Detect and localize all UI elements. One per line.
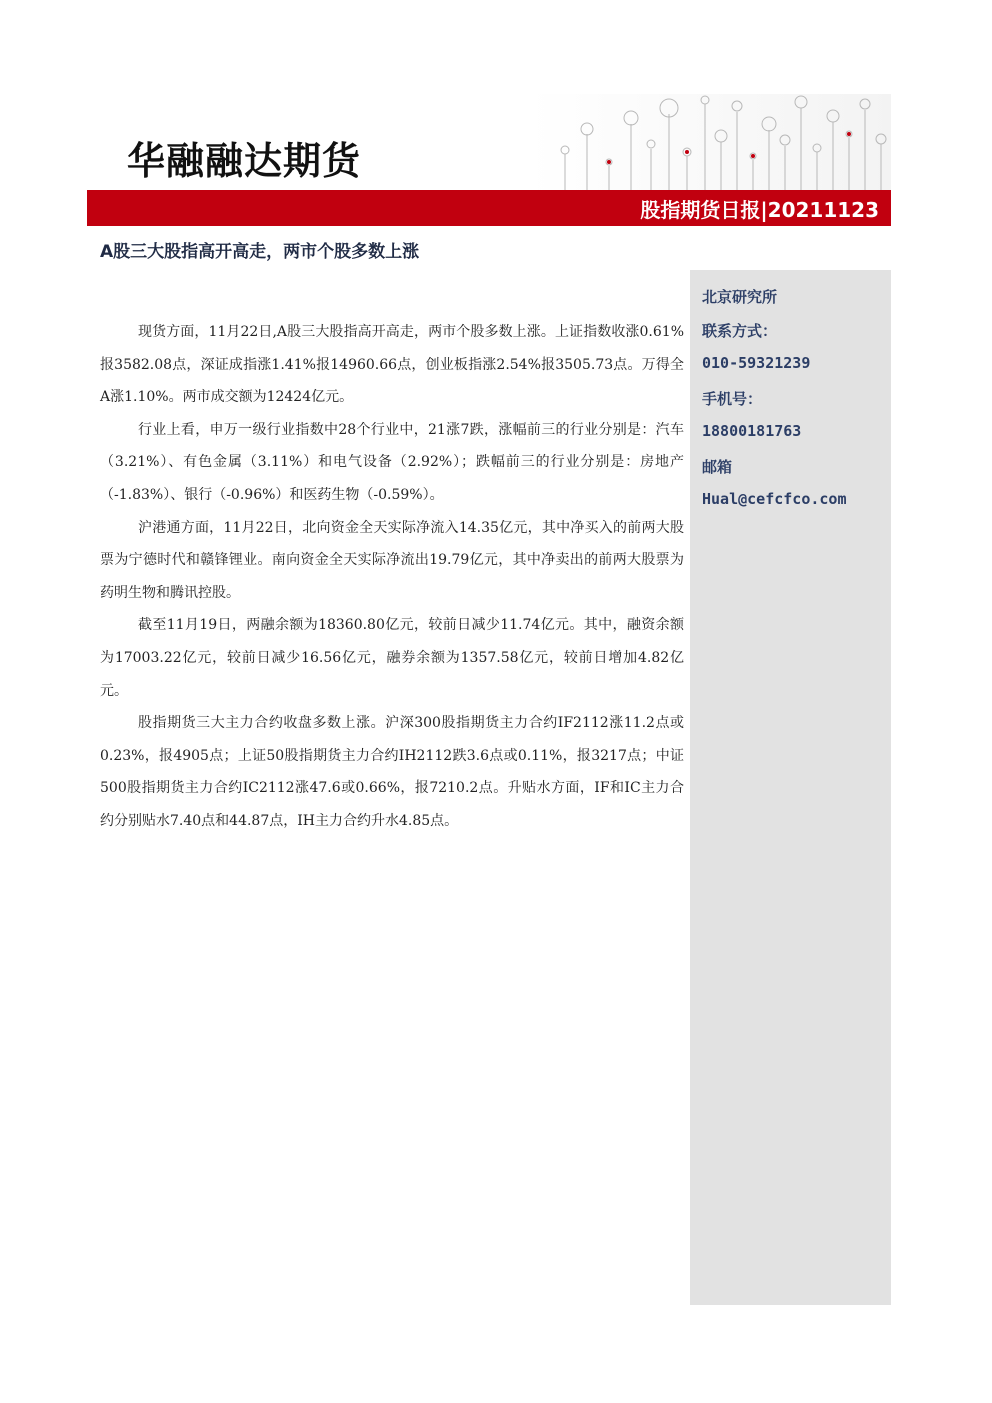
sidebar-email-label: 邮箱: [702, 458, 733, 476]
title-bar: [87, 190, 891, 226]
report-type-date: 股指期货日报|20211123: [640, 198, 879, 222]
sidebar-institute: 北京研究所: [702, 288, 778, 306]
paragraph-spot-market: 现货方面，11月22日,A股三大股指高开高走，两市个股多数上涨。上证指数收涨0.61%报3582.08点，深证成指涨1.41%报14960.66点，创业板指涨2.54%报3505.73点。万得全A涨1.10%。两市成交额为12424亿元。: [100, 324, 684, 406]
sidebar-phone: 010-59321239: [702, 354, 811, 372]
sidebar-mobile: 18800181763: [702, 422, 802, 440]
company-logo-text: 华融融达期货: [127, 139, 362, 183]
paragraph-index-futures: 股指期货三大主力合约收盘多数上涨。沪深300股指期货主力合约IF2112涨11.2点或0.23%，报4905点；上证50股指期货主力合约IH2112跌3.6点或0.11%，报3217点；中证500股指期货主力合约IC2112涨47.6或0.66%，报7210.2点。升贴水方面，IF和IC主力合约分别贴水7.40点和44.87点，IH主力合约升水4.85点。: [100, 715, 684, 829]
article-body: [100, 316, 684, 838]
sidebar-mobile-label: 手机号：: [702, 390, 763, 408]
paragraph-industry: 行业上看，申万一级行业指数中28个行业中，21涨7跌，涨幅前三的行业分别是：汽车（3.21%）、有色金属（3.11%）和电气设备（2.92%）；跌幅前三的行业分别是：房地产（-1.83%）、银行（-0.96%）和医药生物（-0.59%）。: [100, 421, 684, 503]
sidebar-contact-label: 联系方式：: [702, 322, 778, 340]
report-header: [87, 94, 891, 190]
article-headline: A股三大股指高开高走，两市个股多数上涨: [100, 242, 420, 262]
contact-sidebar: [690, 270, 891, 1305]
sidebar-email: Hual@cefcfco.com: [702, 490, 847, 508]
decorative-dots-graphic: [547, 94, 891, 190]
paragraph-stock-connect: 沪港通方面，11月22日，北向资金全天实际净流入14.35亿元，其中净买入的前两大股票为宁德时代和赣锋锂业。南向资金全天实际净流出19.79亿元，其中净卖出的前两大股票为药明生物和腾讯控股。: [100, 519, 684, 601]
paragraph-margin-balance: 截至11月19日，两融余额为18360.80亿元，较前日减少11.74亿元。其中，融资余额为17003.22亿元，较前日减少16.56亿元，融券余额为1357.58亿元，较前日增加4.82亿元。: [100, 617, 684, 699]
